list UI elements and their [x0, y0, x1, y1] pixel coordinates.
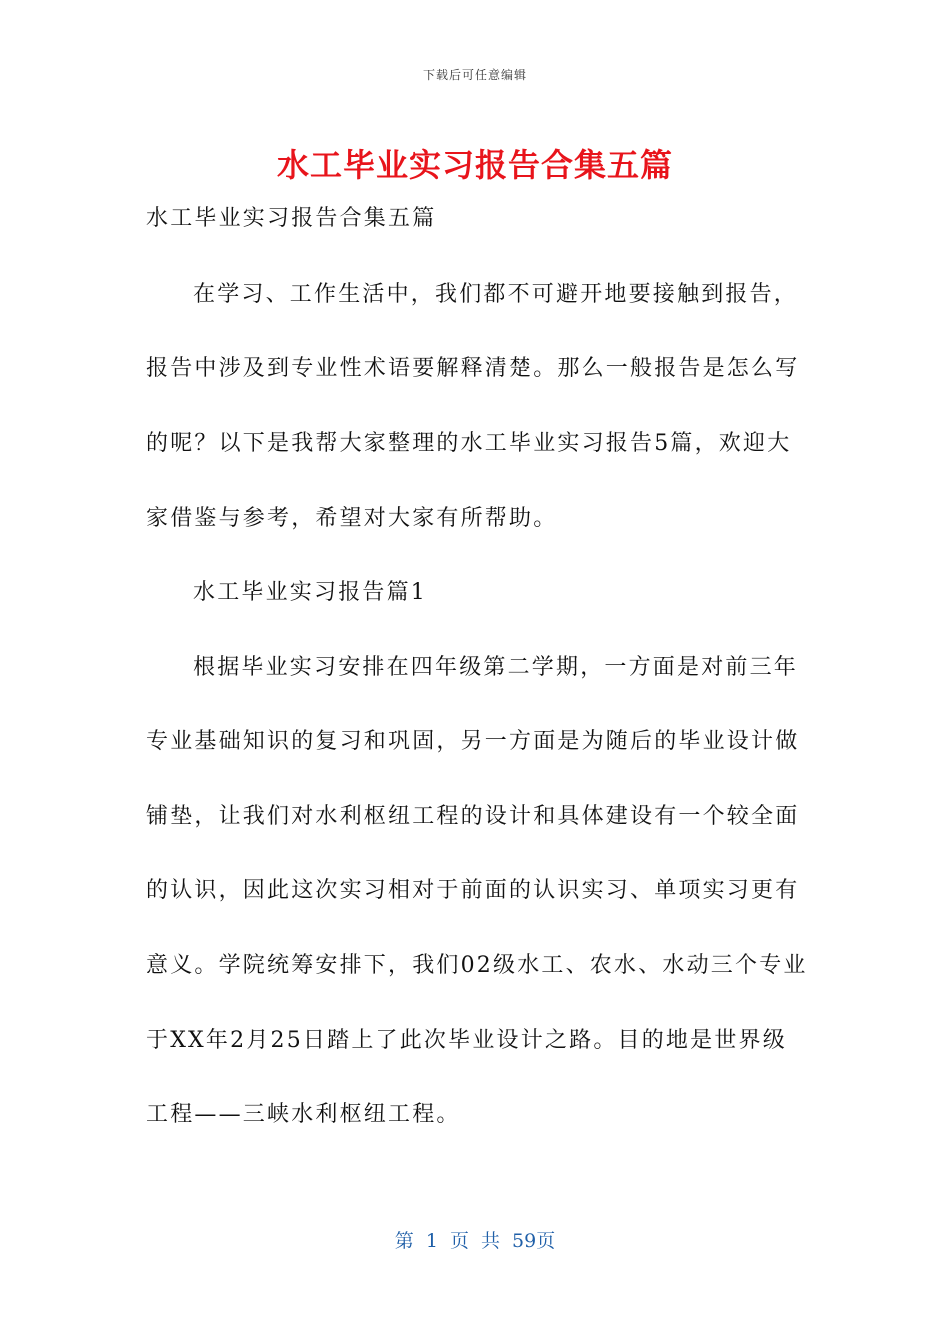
paragraph-line: 的呢？以下是我帮大家整理的水工毕业实习报告5篇，欢迎大 [146, 431, 792, 456]
paragraph-line: 家借鉴与参考，希望对大家有所帮助。 [146, 506, 558, 531]
paragraph-line: 根据毕业实习安排在四年级第二学期，一方面是对前三年 [193, 655, 799, 680]
section-heading: 水工毕业实习报告篇1 [193, 580, 427, 605]
paragraph-line: 铺垫，让我们对水利枢纽工程的设计和具体建设有一个较全面 [146, 804, 800, 829]
page-footer: 第 1 页 共 59页 [394, 1230, 556, 1252]
paragraph-line: 于XX年2月25日踏上了此次毕业设计之路。目的地是世界级 [146, 1028, 787, 1053]
paragraph-line: 在学习、工作生活中，我们都不可避开地要接触到报告， [193, 282, 799, 307]
paragraph-line: 意义。学院统筹安排下，我们02级水工、农水、水动三个专业 [146, 953, 808, 978]
paragraph-line: 的认识，因此这次实习相对于前面的认识实习、单项实习更有 [146, 878, 800, 903]
paragraph-line: 专业基础知识的复习和巩固，另一方面是为随后的毕业设计做 [146, 729, 800, 754]
document-title: 水工毕业实习报告合集五篇 [276, 146, 673, 184]
paragraph-line: 报告中涉及到专业性术语要解释清楚。那么一般报告是怎么写 [146, 356, 800, 381]
subtitle-line: 水工毕业实习报告合集五篇 [146, 206, 437, 231]
paragraph-line: 工程——三峡水利枢纽工程。 [146, 1102, 461, 1127]
header-note: 下载后可任意编辑 [422, 68, 527, 82]
